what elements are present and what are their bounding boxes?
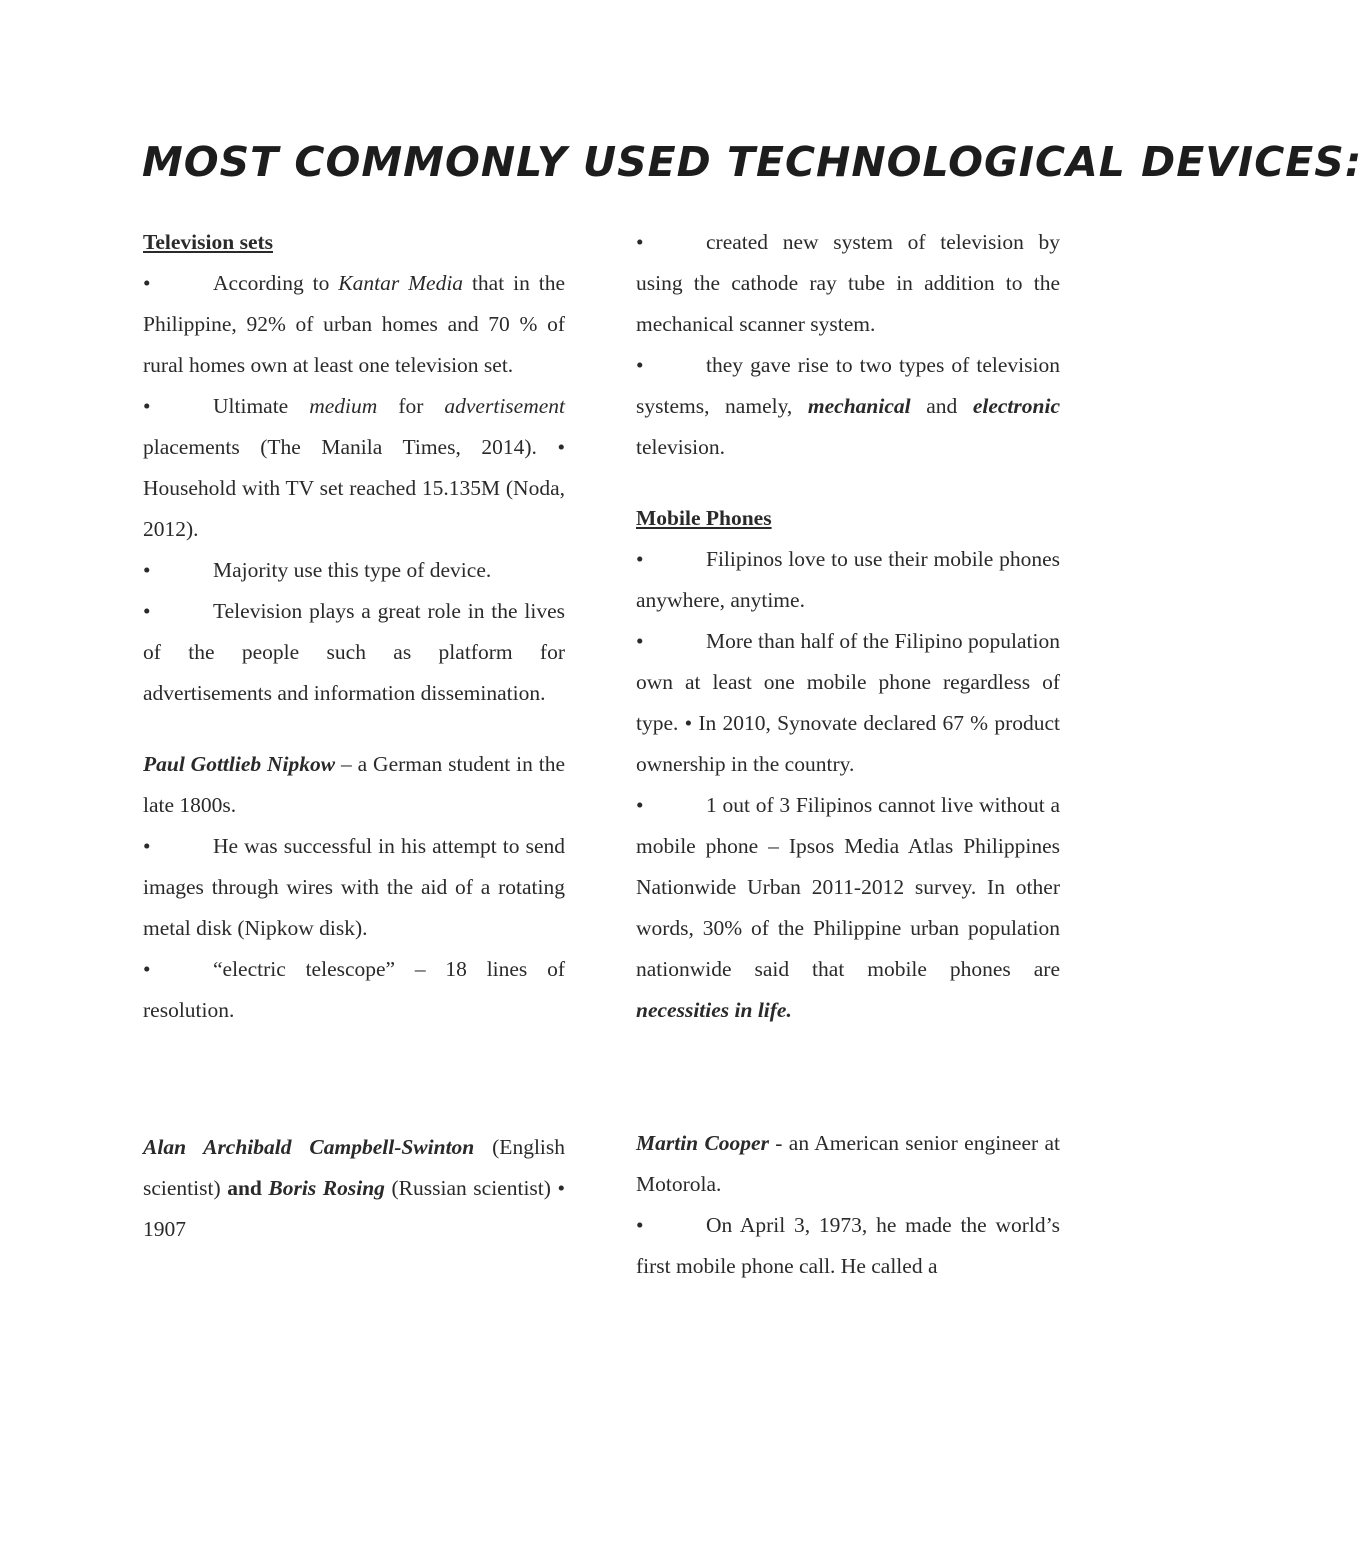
tv1-text-c: that in the Philippine, 92% of urban homes and 70 % of rural homes own at least one television set. (143, 271, 565, 377)
nipkow-intro (143, 744, 565, 826)
mobile-heading-text: Mobile Phones (636, 506, 772, 530)
tv3-text: Majority use this type of device. (213, 558, 492, 582)
cooper-name: Martin Cooper (636, 1131, 769, 1155)
bullet-glyph: • (143, 599, 151, 623)
mobile-bullet-2 (636, 621, 1060, 785)
spacer (143, 714, 565, 744)
right-column (636, 222, 1060, 1287)
nipkow1-text: He was successful in his attempt to send images through wires with the aid of a rotating metal disk (Nipkow disk). (143, 834, 565, 940)
bullet-glyph: • (143, 957, 151, 981)
tv-bullet-4 (143, 591, 565, 714)
tv2-text-d: advertisement (444, 394, 565, 418)
tv-bullet-3 (143, 550, 565, 591)
bullet-glyph: • (636, 629, 644, 653)
tv2-text-c: for (377, 394, 445, 418)
m1-text: Filipinos love to use their mobile phones anywhere, anytime. (636, 547, 1060, 612)
spacer (143, 1031, 565, 1127)
r2-text-d: electronic (972, 394, 1060, 418)
tv-bullet-2 (143, 386, 565, 550)
nipkow-bullet-2 (143, 949, 565, 1031)
crt-bullet-2 (636, 345, 1060, 468)
spacer (636, 468, 1060, 498)
m3-text-a: 1 out of 3 Filipinos cannot live without a mobile phone – Ipsos Media Atlas Philippines Nationwide Urban 2011-2012 survey. In other words, 30% of the Philippine urban population nationwide said that mobile phones are (636, 793, 1060, 981)
bullet-glyph: • (143, 558, 151, 582)
campbell-rosing-intro (143, 1127, 565, 1250)
bullet-glyph: • (636, 547, 644, 571)
cooper-desc: - an American senior engineer at Motorola. (636, 1131, 1060, 1196)
nipkow-name: Paul Gottlieb Nipkow (143, 752, 336, 776)
tv1-text-b: Kantar Media (338, 271, 464, 295)
campbell-desc: (English scientist) (143, 1135, 566, 1200)
r2-text-e: television. (636, 435, 725, 459)
bullet-glyph: • (636, 353, 644, 377)
left-column (143, 222, 565, 1250)
page-title: MOST COMMONLY USED TECHNOLOGICAL DEVICES: (142, 138, 1362, 186)
cooper-bullet-1 (636, 1205, 1060, 1287)
crt-bullet-1 (636, 222, 1060, 345)
tv4-text: Television plays a great role in the lives of the people such as platform for advertisements and information dissemination. (143, 599, 565, 705)
cooper1-text: On April 3, 1973, he made the world’s first mobile phone call. He called a (636, 1213, 1060, 1278)
tv2-text-e: placements (The Manila Times, 2014). • Household with TV set reached 15.135M (Noda, 2012). (143, 435, 565, 541)
rosing-desc: (Russian scientist) • 1907 (143, 1176, 566, 1241)
mobile-bullet-1 (636, 539, 1060, 621)
spacer (636, 1031, 1060, 1123)
tv2-text-b: medium (309, 394, 378, 418)
nipkow-bullet-1 (143, 826, 565, 949)
bullet-glyph: • (143, 834, 151, 858)
and-word: and (227, 1176, 262, 1200)
tv1-text-a: According to (213, 271, 339, 295)
cooper-intro (636, 1123, 1060, 1205)
r1-text: created new system of television by using the cathode ray tube in addition to the mechanical scanner system. (636, 230, 1060, 336)
r2-text-b: mechanical (807, 394, 911, 418)
bullet-glyph: • (143, 394, 151, 418)
rosing-name: Boris Rosing (268, 1176, 385, 1200)
r2-text-a: they gave rise to two types of television systems, namely, (636, 353, 1060, 418)
campbell-name: Alan Archibald Campbell-Swinton (143, 1135, 475, 1159)
m3-text-b: necessities in life. (636, 998, 792, 1022)
nipkow2-text: “electric telescope” – 18 lines of resolution. (143, 957, 565, 1022)
bullet-glyph: • (636, 230, 644, 254)
tv-bullet-1 (143, 263, 565, 386)
mobile-bullet-3 (636, 785, 1060, 1031)
nipkow-desc: – a German student in the late 1800s. (143, 752, 565, 817)
tv-heading (143, 222, 565, 263)
mobile-heading (636, 498, 1060, 539)
r2-text-c: and (910, 394, 973, 418)
tv-heading-text: Television sets (143, 230, 274, 254)
tv2-text-a: Ultimate (213, 394, 310, 418)
bullet-glyph: • (636, 1213, 644, 1237)
bullet-glyph: • (143, 271, 151, 295)
m2-text: More than half of the Filipino population own at least one mobile phone regardless of type. • In 2010, Synovate declared 67 % product ownership in the country. (636, 629, 1060, 776)
bullet-glyph: • (636, 793, 644, 817)
